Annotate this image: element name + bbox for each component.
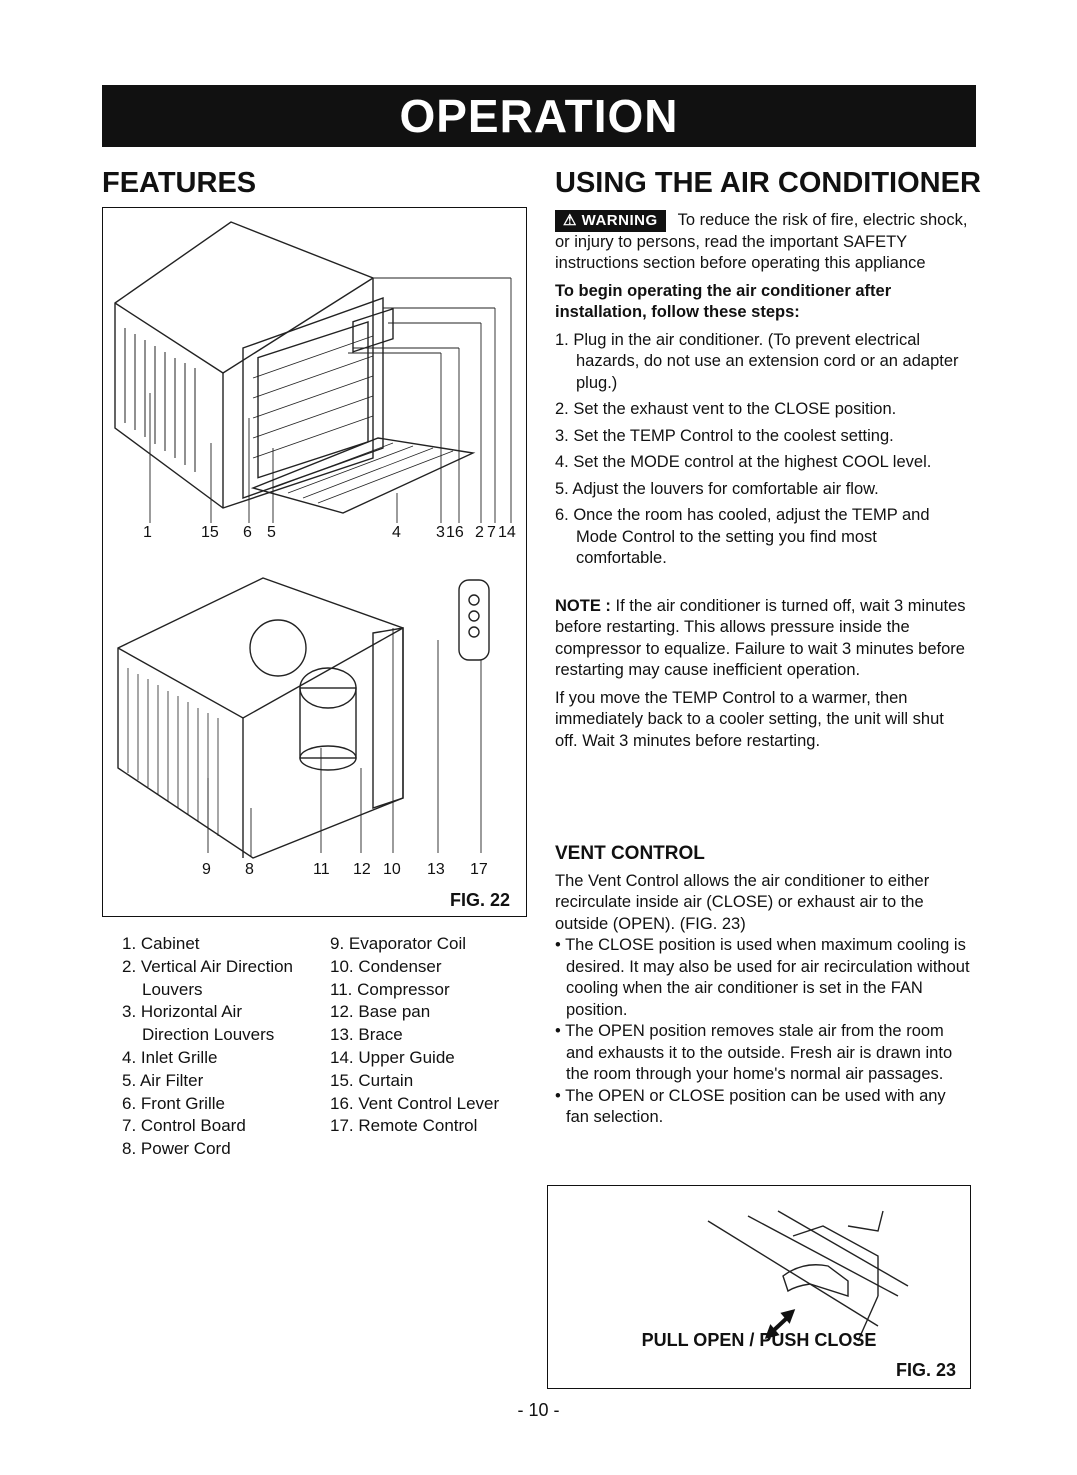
- list-item: 6. Once the room has cooled, adjust the TEMP and Mode Control to the setting you find most comfortable.: [555, 506, 930, 567]
- warning-text: To reduce the risk of fire, electric shock, or injury to persons, read the important SAFETY instructions section before operating this appliance: [555, 211, 968, 272]
- list-item: 16. Vent Control Lever: [330, 1093, 500, 1113]
- note-text: If the air conditioner is turned off, wait 3 minutes before restarting. This allows pressure inside the compressor to equalize. Failure to wait 3 minutes before restarting may cause inefficient operation.: [555, 596, 966, 679]
- list-item: 6. Front Grille: [122, 1093, 225, 1113]
- page-number: - 10 -: [517, 1400, 560, 1420]
- note-paragraph-2: If you move the TEMP Control to a warmer, then immediately back to a cooler setting, the unit will shut off. Wait 3 minutes before restarting.: [555, 688, 944, 750]
- steps-intro: To begin operating the air conditioner after installation, follow these steps:: [555, 281, 892, 321]
- list-item: 3. Set the TEMP Control to the coolest setting.: [555, 426, 894, 445]
- parts-list-left: [122, 933, 312, 1161]
- warning-badge: [555, 210, 666, 232]
- callout-4: 4: [392, 524, 401, 541]
- list-item: 4. Inlet Grille: [122, 1047, 218, 1067]
- note-paragraph: [555, 596, 970, 682]
- callout-6: 6: [243, 524, 252, 541]
- warning-paragraph: [555, 210, 970, 275]
- list-item: 1. Cabinet: [122, 934, 200, 953]
- vent-section: [555, 843, 970, 1129]
- list-item: 12. Base pan: [330, 1002, 431, 1022]
- list-item: 14. Upper Guide: [330, 1047, 455, 1067]
- list-item: 8. Power Cord: [122, 1139, 231, 1159]
- warning-label: WARNING: [581, 212, 658, 229]
- list-item: 2. Vertical Air Direction Louvers: [122, 956, 294, 999]
- callout-17: 17: [470, 861, 488, 878]
- list-item: 2. Set the exhaust vent to the CLOSE position.: [555, 400, 897, 418]
- callout-16: 16: [446, 524, 464, 541]
- figure-22: [102, 207, 527, 917]
- callout-14: 14: [498, 524, 516, 541]
- warning-triangle-icon: ⚠: [563, 212, 577, 229]
- list-item: 17. Remote Control: [330, 1116, 478, 1136]
- page-title-banner: OPERATION: [102, 85, 976, 147]
- figure-23-caption: PULL OPEN / PUSH CLOSE: [641, 1330, 877, 1350]
- list-item: 4. Set the MODE control at the highest COOL level.: [555, 453, 932, 471]
- list-item: • The CLOSE position is used when maximum cooling is desired. It may also be used for air recirculation without cooling when the air conditioner is set in the FAN position.: [555, 936, 970, 1019]
- list-item: 11. Compressor: [330, 979, 450, 999]
- list-item: 5. Air Filter: [122, 1070, 204, 1090]
- air-conditioner-illustration: [103, 208, 526, 916]
- using-heading: USING THE AIR CONDITIONER: [555, 167, 981, 199]
- list-item: • The OPEN or CLOSE position can be used with any fan selection.: [555, 1086, 946, 1126]
- steps-list: [555, 330, 970, 570]
- list-item: 15. Curtain: [330, 1070, 414, 1090]
- list-item: 13. Brace: [330, 1025, 403, 1045]
- callout-15: 15: [201, 524, 219, 541]
- features-heading: FEATURES: [102, 167, 257, 199]
- list-item: 3. Horizontal Air Direction Louvers: [122, 1002, 275, 1045]
- figure-23: [547, 1185, 971, 1389]
- list-item: 7. Control Board: [122, 1116, 246, 1136]
- callout-8: 8: [245, 861, 254, 878]
- callout-10: 10: [383, 861, 401, 878]
- note-label: NOTE :: [555, 596, 611, 615]
- vent-intro: The Vent Control allows the air conditioner to either recirculate inside air (CLOSE) or exhaust air to the outside (OPEN). (FIG. 23): [555, 871, 930, 933]
- list-item: 1. Plug in the air conditioner. (To prevent electrical hazards, do not use an extension cord or an adapter plug.): [555, 330, 959, 392]
- parts-list-right: [330, 933, 530, 1138]
- callout-13: 13: [427, 861, 445, 878]
- vent-lever-illustration: [548, 1186, 970, 1388]
- using-section: [555, 210, 970, 758]
- figure-22-label: FIG. 22: [449, 890, 510, 910]
- callout-9: 9: [202, 861, 211, 878]
- figure-23-label: FIG. 23: [895, 1360, 956, 1380]
- callout-12: 12: [353, 861, 371, 878]
- callout-11: 11: [313, 861, 330, 878]
- list-item: 9. Evaporator Coil: [330, 934, 467, 953]
- callout-5: 5: [267, 524, 276, 541]
- list-item: 5. Adjust the louvers for comfortable air flow.: [555, 479, 879, 498]
- callout-1: 1: [143, 524, 152, 541]
- vent-bullets: [555, 935, 970, 1129]
- callout-3: 3: [436, 524, 445, 541]
- vent-heading: VENT CONTROL: [555, 843, 705, 864]
- callout-2: 2: [475, 524, 484, 541]
- list-item: • The OPEN position removes stale air from the room and exhausts it to the outside. Fresh air is drawn into the room through your home's normal air passages.: [555, 1022, 953, 1083]
- callout-7: 7: [487, 524, 496, 541]
- list-item: 10. Condenser: [330, 956, 442, 976]
